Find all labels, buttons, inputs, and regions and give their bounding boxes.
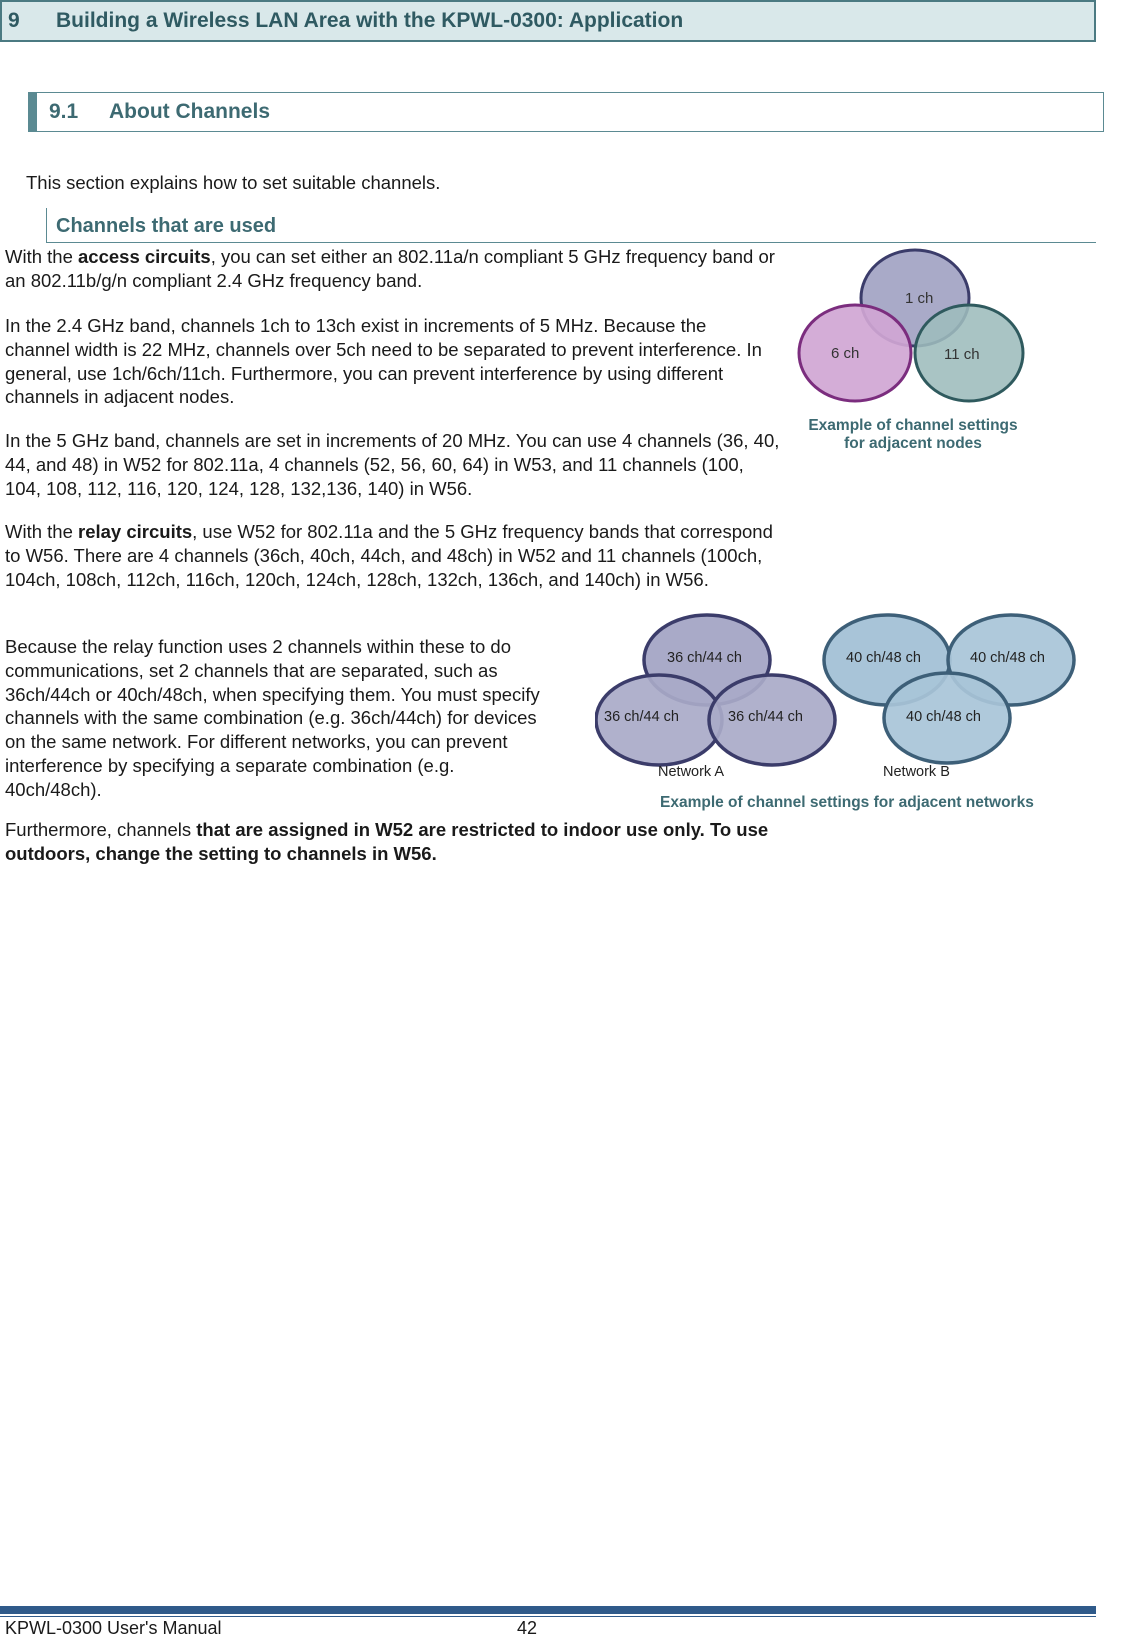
network-a-label-right: 36 ch/44 ch (728, 709, 803, 725)
footer-rule (0, 1606, 1096, 1614)
node-label-top: 1 ch (905, 290, 934, 307)
paragraph-5ghz: In the 5 GHz band, channels are set in increments of 20 MHz. You can use 4 channels (36, 40, 44, and 48) in W52 for 802.11a, 4 channels (52, 56, 60, 64) in W53, and 11 channels (100, 104, 108, 112, 116, 120, 124, 128, 132,136, 140) in W56. (5, 430, 780, 499)
figure1-caption-line2: for adjacent nodes (844, 435, 982, 452)
intro-text: This section explains how to set suitable channels. (26, 172, 441, 193)
paragraph-relay-circuits: With the relay circuits, use W52 for 802.11a and the 5 GHz frequency bands that correspond to W56. There are 4 channels (36ch, 40ch, 44ch, and 48ch) in W52 and 11 channels (100ch, 104ch, 108ch, 112ch, 116ch, 120ch, 124ch, 128ch, 132ch, 136ch, and 140ch) in W56. (5, 521, 773, 590)
section-heading (28, 92, 1104, 132)
figure1-caption-line1: Example of channel settings (808, 417, 1018, 434)
network-a-label-top: 36 ch/44 ch (667, 650, 742, 666)
paragraph-indoor-restriction: Furthermore, channels that are assigned in W52 are restricted to indoor use only. To use outdoors, change the setting to channels in W56. (5, 819, 769, 864)
paragraph-relay-function: Because the relay function uses 2 channels within these to do communications, set 2 channels that are separated, such as 36ch/44ch or 40ch/48ch, when specifying them. You must specify channels with the same combination (e.g. 36ch/44ch) for devices on the same network. For different networks, you can prevent interference by specifying a separate combination (e.g. 40ch/48ch). (5, 636, 540, 800)
chapter-number: 9 (8, 9, 20, 32)
paragraph-access-circuits: With the access circuits, you can set either an 802.11a/n compliant 5 GHz frequency band or an 802.11b/g/n compliant 2.4 GHz frequency band. (5, 246, 775, 291)
section-title: About Channels (109, 100, 270, 123)
chapter-heading (0, 0, 1096, 42)
network-b-name: Network B (883, 764, 950, 780)
chapter-title: Building a Wireless LAN Area with the KPWL-0300: Application (56, 9, 684, 32)
network-b-label-left: 40 ch/48 ch (846, 650, 921, 666)
figure1-caption (793, 417, 1033, 453)
footer-rule-thin (0, 1616, 1096, 1617)
node-label-right: 11 ch (944, 346, 980, 363)
network-a-label-left: 36 ch/44 ch (604, 709, 679, 725)
figure-adjacent-nodes (790, 240, 1090, 420)
footer-manual-title: KPWL-0300 User's Manual (5, 1618, 222, 1638)
network-a-name: Network A (658, 764, 725, 780)
section-number: 9.1 (49, 100, 79, 123)
figure2-caption: Example of channel settings for adjacent networks (660, 794, 1034, 811)
node-label-left: 6 ch (831, 345, 860, 362)
footer-page-number: 42 (517, 1618, 538, 1638)
subheading: Channels that are used (46, 208, 1096, 243)
network-b-label-bottom: 40 ch/48 ch (906, 709, 981, 725)
figure-adjacent-networks (595, 610, 1115, 790)
paragraph-24ghz: In the 2.4 GHz band, channels 1ch to 13ch exist in increments of 5 MHz. Because the channel width is 22 MHz, channels over 5ch need to be separated to prevent interference. In general, use 1ch/6ch/11ch. Furthermore, you can prevent interference by using different channels in adjacent nodes. (5, 315, 762, 408)
network-b-label-right: 40 ch/48 ch (970, 650, 1045, 666)
